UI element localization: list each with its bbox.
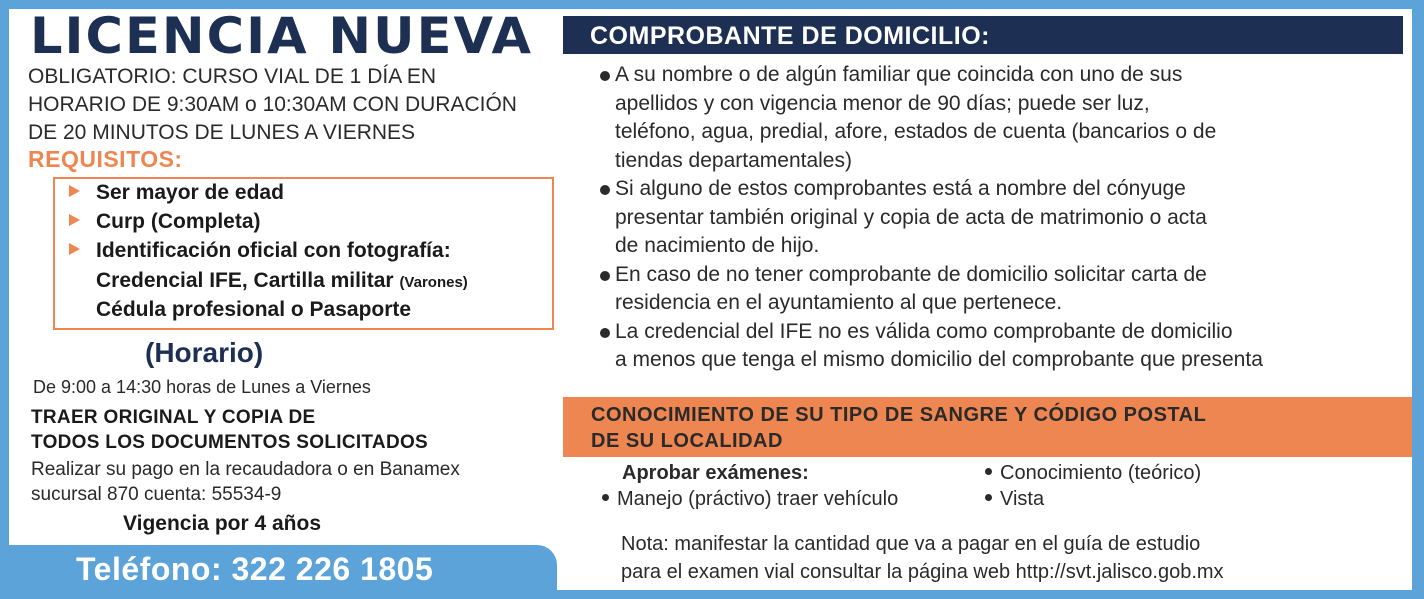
comprobante-title: COMPROBANTE DE DOMICILIO: bbox=[590, 22, 990, 50]
requisito-continuation: Cédula profesional o Pasaporte bbox=[96, 298, 412, 321]
requisito-continuation: Credencial IFE, Cartilla militar (Varones) bbox=[96, 269, 468, 292]
telefono-text: Teléfono: 322 226 1805 bbox=[76, 551, 434, 587]
nota-text: Nota: manifestar la cantidad que va a pagar en el guía de estudio para el examen vial consultar la página web http://svt.jalisco.gob.mx bbox=[621, 533, 1224, 583]
traer-documentos: TRAER ORIGINAL Y COPIA DE TODOS LOS DOCUMENTOS SOLICITADOS bbox=[31, 407, 429, 453]
list-item: En caso de no tener comprobante de domicilio solicitar carta de bbox=[599, 261, 1263, 290]
page-title: LICENCIA NUEVA bbox=[30, 7, 534, 65]
examen-item: Conocimiento (teórico) bbox=[985, 462, 1201, 485]
telefono-bar bbox=[9, 545, 557, 590]
bullet-icon bbox=[985, 468, 992, 475]
list-item: A su nombre o de algún familiar que coincida con uno de sus bbox=[599, 61, 1263, 90]
bullet-icon bbox=[600, 271, 610, 281]
arrow-right-icon bbox=[69, 214, 80, 226]
intro-line: HORARIO DE 9:30AM o 10:30AM CON DURACIÓN bbox=[28, 93, 517, 116]
examenes-heading: Aprobar exámenes: bbox=[622, 462, 809, 484]
examen-item: Vista bbox=[985, 488, 1044, 511]
bullet-icon bbox=[602, 494, 609, 501]
intro-text bbox=[28, 63, 517, 147]
horario-heading: (Horario) bbox=[145, 337, 264, 368]
vigencia-text: Vigencia por 4 años bbox=[123, 512, 322, 535]
list-item: Si alguno de estos comprobantes está a nombre del cónyuge bbox=[599, 175, 1263, 204]
examen-item: Manejo (práctivo) traer vehículo bbox=[602, 488, 898, 511]
requisito-item: Ser mayor de edad bbox=[69, 179, 284, 207]
comprobante-list: A su nombre o de algún familiar que coincida con uno de sus apellidos y con vigencia menor de 90 días; puede ser luz, teléfono, agua, predial, afore, estados de cuenta (bancarios o de tiendas departamentales) Si alguno de estos comprobantes está a nombre del cónyuge presentar también original y copia de acta de matrimonio o acta de nacimiento de hijo. En caso de no tener comprobante de domicilio solicitar carta de residencia en el ayuntamiento al que pertenece. La credencial del IFE no es válida como comprobante de domicilio a menos que tenga el mismo domicilio del comprobante que presenta bbox=[599, 61, 1263, 375]
bullet-icon bbox=[600, 71, 610, 81]
bullet-icon bbox=[600, 185, 610, 195]
intro-line: OBLIGATORIO: CURSO VIAL DE 1 DÍA EN bbox=[28, 65, 437, 88]
requisito-item: Curp (Completa) bbox=[69, 208, 261, 236]
requisitos-box bbox=[53, 177, 554, 330]
intro-line: DE 20 MINUTOS DE LUNES A VIERNES bbox=[28, 121, 416, 144]
bullet-icon bbox=[600, 328, 610, 338]
horario-text: De 9:00 a 14:30 horas de Lunes a Viernes bbox=[33, 377, 371, 397]
bullet-icon bbox=[985, 494, 992, 501]
sangre-text: CONOCIMIENTO DE SU TIPO DE SANGRE Y CÓDIGO POSTAL DE SU LOCALIDAD bbox=[591, 404, 1207, 452]
requisitos-heading: REQUISITOS: bbox=[28, 146, 183, 172]
requisito-item: Identificación oficial con fotografía: bbox=[69, 237, 451, 265]
arrow-right-icon bbox=[69, 243, 80, 255]
comprobante-header bbox=[563, 16, 1403, 54]
list-item: La credencial del IFE no es válida como comprobante de domicilio bbox=[599, 318, 1263, 347]
arrow-right-icon bbox=[69, 185, 80, 197]
pago-info: Realizar su pago en la recaudadora o en Banamex sucursal 870 cuenta: 55534-9 bbox=[31, 459, 460, 505]
sangre-banner bbox=[563, 397, 1412, 457]
